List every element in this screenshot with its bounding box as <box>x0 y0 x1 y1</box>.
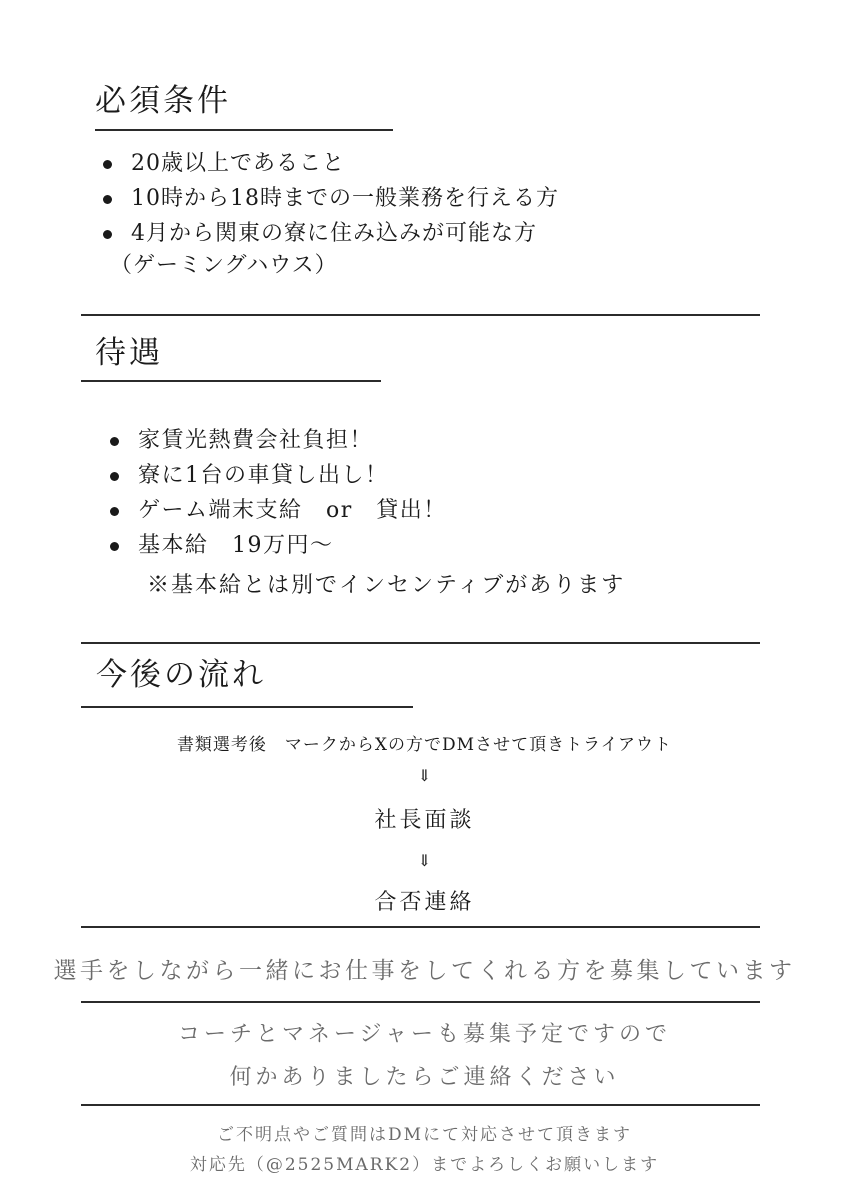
section-divider <box>81 1001 760 1003</box>
benefits-heading: 待遇 <box>95 335 163 371</box>
list-item: 4月から関東の寮に住み込みが可能な方 <box>103 216 559 251</box>
arrow-down-icon: ⇓ <box>417 766 432 785</box>
requirements-list <box>103 146 559 251</box>
section-divider <box>81 926 760 928</box>
flow-step-screening: 書類選考後 マークからXの方でDMさせて頂きトライアウト <box>176 735 673 755</box>
list-item: 10時から18時までの一般業務を行える方 <box>103 181 559 216</box>
staff-recruit-line-2: 何かありましたらご連絡ください <box>229 1065 620 1090</box>
contact-line-1: ご不明点やご質問はDMにて対応させて頂きます <box>216 1125 633 1145</box>
flow-heading: 今後の流れ <box>96 657 266 693</box>
flow-step-result: 合否連絡 <box>374 890 475 915</box>
flow-step-interview: 社長面談 <box>374 808 475 833</box>
list-item: ゲーム端末支給 or 貸出！ <box>110 493 447 528</box>
arrow-down-icon: ⇓ <box>417 851 432 870</box>
staff-recruit-line-1: コーチとマネージャーも募集予定ですので <box>177 1022 672 1047</box>
requirements-heading: 必須条件 <box>95 83 231 119</box>
list-item: 家賃光熱費会社負担！ <box>110 423 447 458</box>
list-item: 基本給 19万円〜 <box>110 528 447 563</box>
list-item: 寮に1台の車貸し出し！ <box>110 458 447 493</box>
requirements-heading-underline <box>95 129 393 131</box>
requirements-item-continuation: （ゲーミングハウス） <box>110 253 338 278</box>
section-divider <box>81 642 760 644</box>
section-divider <box>81 1104 760 1106</box>
list-item: 20歳以上であること <box>103 146 559 181</box>
flow-heading-underline <box>81 706 413 708</box>
benefits-note: ※基本給とは別でインセンティブがあります <box>147 573 626 598</box>
contact-line-2: 対応先（@2525MARK2）までよろしくお願いします <box>189 1155 660 1175</box>
benefits-heading-underline <box>81 380 381 382</box>
recruit-message: 選手をしながら一緒にお仕事をしてくれる方を募集しています <box>53 958 796 984</box>
benefits-list <box>110 423 447 563</box>
section-divider <box>81 314 760 316</box>
